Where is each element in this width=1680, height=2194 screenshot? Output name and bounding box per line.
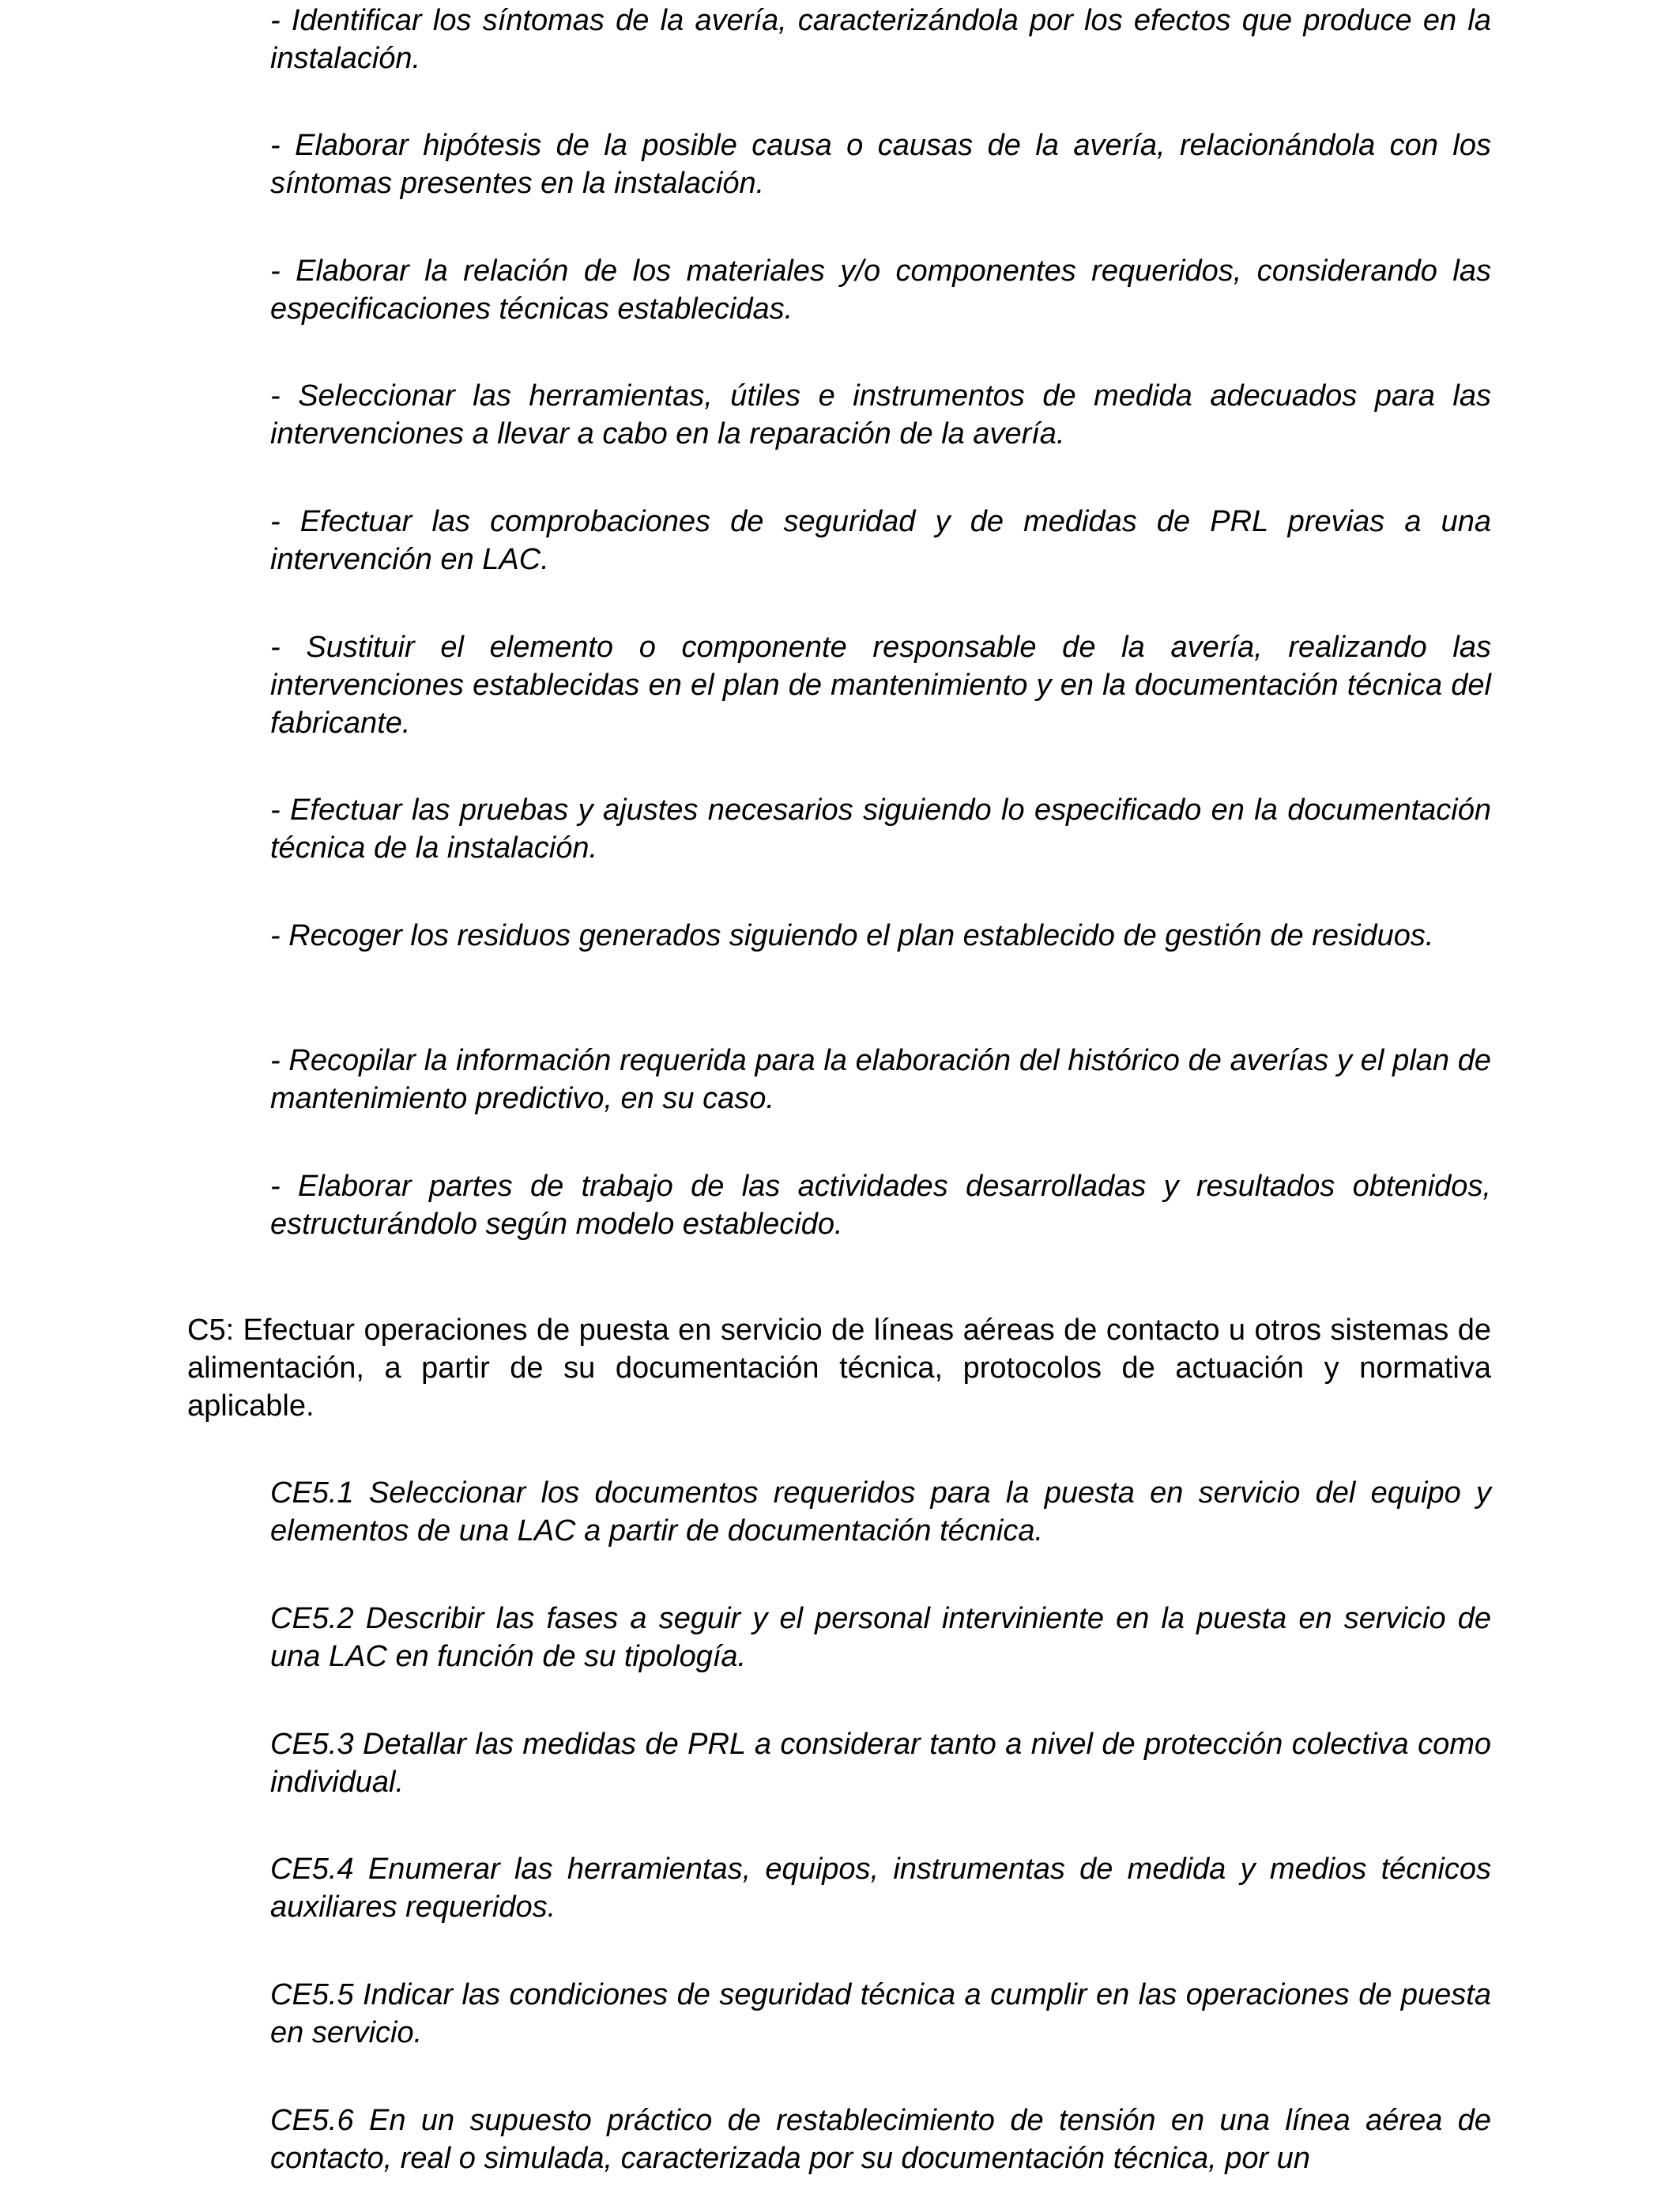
bullet-safety-checks: - Efectuar las comprobaciones de seguridad y de medidas de PRL previas a una intervención en LAC.: [270, 505, 1491, 576]
bullet-hypothesis: - Elaborar hipótesis de la posible causa o causas de la avería, relacionándola con los síntomas presentes en la instalación.: [270, 129, 1491, 200]
bullet-compile-information: - Recopilar la información requerida para la elaboración del histórico de averías y el plan de mantenimiento predictivo, en su caso.: [270, 1044, 1491, 1115]
capacity-c5: C5: Efectuar operaciones de puesta en servicio de líneas aéreas de contacto u otros sistemas de alimentación, a partir de su documentación técnica, protocolos de actuación y normativa aplicable.: [187, 1314, 1491, 1423]
criterion-ce5-1: CE5.1 Seleccionar los documentos requeridos para la puesta en servicio del equipo y elementos de una LAC a partir de documentación técnica.: [270, 1476, 1491, 1547]
bullet-collect-waste: - Recoger los residuos generados siguiendo el plan establecido de gestión de residuos.: [270, 919, 1434, 952]
criterion-ce5-6: CE5.6 En un supuesto práctico de restablecimiento de tensión en una línea aérea de contacto, real o simulada, caracterizada por su documentación técnica, por un: [270, 2104, 1491, 2175]
bullet-identify-symptoms: - Identificar los síntomas de la avería, caracterizándola por los efectos que produce en la instalación.: [270, 4, 1491, 75]
criterion-ce5-3: CE5.3 Detallar las medidas de PRL a considerar tanto a nivel de protección colectiva como individual.: [270, 1728, 1491, 1799]
bullet-select-tools: - Seleccionar las herramientas, útiles e instrumentos de medida adecuados para las intervenciones a llevar a cabo en la reparación de la avería.: [270, 379, 1491, 450]
criterion-ce5-2: CE5.2 Describir las fases a seguir y el personal interviniente en la puesta en servicio de una LAC en función de su tipología.: [270, 1602, 1491, 1673]
criterion-ce5-5: CE5.5 Indicar las condiciones de seguridad técnica a cumplir en las operaciones de puesta en servicio.: [270, 1978, 1491, 2049]
bullet-materials-list: - Elaborar la relación de los materiales y/o componentes requeridos, considerando las especificaciones técnicas establecidas.: [270, 254, 1491, 326]
bullet-work-reports: - Elaborar partes de trabajo de las actividades desarrolladas y resultados obtenidos, estructurándolo según modelo establecido.: [270, 1170, 1491, 1241]
criterion-ce5-4: CE5.4 Enumerar las herramientas, equipos, instrumentas de medida y medios técnicos auxiliares requeridos.: [270, 1853, 1491, 1924]
bullet-tests-adjustments: - Efectuar las pruebas y ajustes necesarios siguiendo lo especificado en la documentación técnica de la instalación.: [270, 794, 1491, 865]
bullet-replace-component: - Sustituir el elemento o componente responsable de la avería, realizando las intervenciones establecidas en el plan de mantenimiento y en la documentación técnica del fabricante.: [270, 631, 1491, 740]
